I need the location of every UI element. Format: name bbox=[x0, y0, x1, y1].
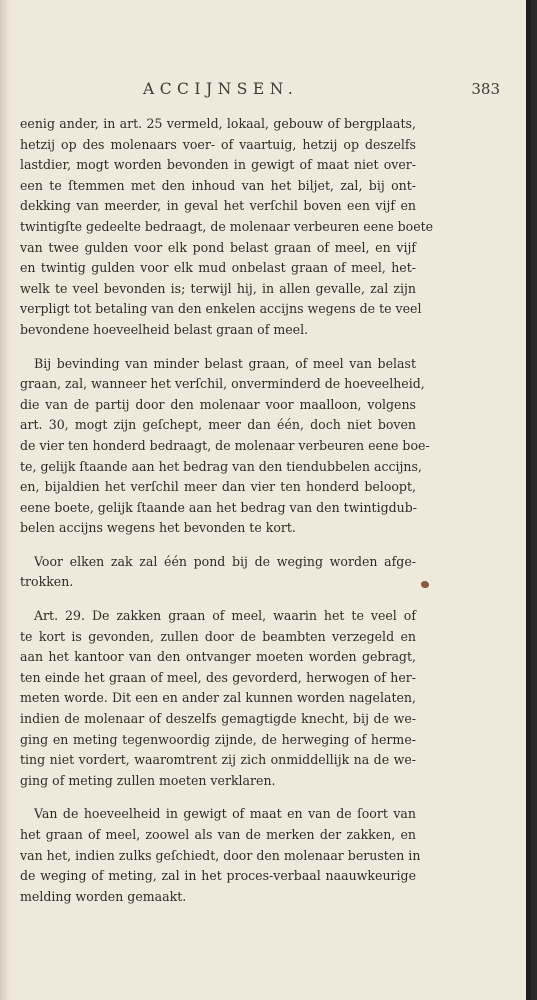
text-line: en, bijaldien het verſchil meer dan vier ten honderd beloopt, bbox=[20, 479, 416, 495]
text-line: en twintig gulden voor elk mud onbelast graan of meel, het- bbox=[20, 260, 416, 276]
paragraph-2 bbox=[20, 354, 430, 539]
text-line: meten worde. Dit een en ander zal kunnen worden nagelaten, bbox=[20, 690, 416, 706]
text-line: trokken. bbox=[20, 574, 74, 590]
text-line: twintigſte gedeelte bedraagt, de molenaar verbeuren eene boete bbox=[20, 218, 434, 234]
text-line: de weging of meting, zal in het proces-verbaal naauwkeurige bbox=[20, 868, 416, 884]
text-line: melding worden gemaakt. bbox=[20, 888, 187, 904]
text-line: lastdier, mogt worden bevonden in gewigt of maat niet over- bbox=[20, 157, 416, 173]
paragraph-5 bbox=[20, 804, 421, 907]
text-line: aan het kantoor van den ontvanger moeten worden gebragt, bbox=[20, 649, 416, 665]
page-header bbox=[143, 80, 518, 104]
text-line: graan, zal, wanneer het verſchil, onverminderd de hoeveelheid, bbox=[20, 376, 425, 392]
text-line: art. 30, mogt zijn geſchept, meer dan één, doch niet boven bbox=[20, 417, 416, 433]
paragraph-3 bbox=[20, 552, 416, 593]
text-line: te kort is gevonden, zullen door de beambten verzegeld en bbox=[20, 628, 416, 644]
text-line: hetzij op des molenaars voer- of vaartuig, hetzij op deszelfs bbox=[20, 136, 416, 152]
text-line: dekking van meerder, in geval het verſchil boven een vijf en bbox=[20, 198, 416, 214]
text-line: eenig ander, in art. 25 vermeld, lokaal, gebouw of bergplaats, bbox=[20, 116, 416, 131]
text-line: verpligt tot betaling van den enkelen accijns wegens de te veel bbox=[20, 301, 422, 317]
text-line: Van de hoeveelheid in gewigt of maat en van de ſoort van bbox=[34, 806, 416, 822]
text-line: het graan of meel, zoowel als van de merken der zakken, en bbox=[20, 827, 416, 842]
paragraph-4 bbox=[20, 606, 416, 791]
text-line: ging en meting tegenwoordig zijnde, de herweging of herme- bbox=[20, 731, 416, 747]
text-line: te, gelijk ſtaande aan het bedrag van den tiendubbelen accijns, bbox=[20, 458, 422, 474]
text-line: welk te veel bevonden is; terwijl hij, in allen gevalle, zal zijn bbox=[20, 280, 416, 296]
page-gutter-edge bbox=[0, 0, 10, 1000]
ink-stain bbox=[421, 581, 429, 588]
text-line: eene boete, gelijk ſtaande aan het bedrag van den twintigdub- bbox=[20, 499, 417, 515]
text-line: belen accijns wegens het bevonden te kort. bbox=[20, 520, 296, 536]
text-line: Bij bevinding van minder belast graan, of meel van belast bbox=[34, 355, 416, 371]
page-number: 383 bbox=[471, 80, 500, 98]
text-line: indien de molenaar of deszelfs gemagtigde knecht, bij de we- bbox=[20, 711, 416, 727]
text-line: bevondene hoeveelheid belast graan of meel. bbox=[20, 321, 309, 337]
text-line: de vier ten honderd bedraagt, de molenaar verbeuren eene boe- bbox=[20, 437, 430, 453]
paragraph-1 bbox=[20, 114, 434, 341]
text-line: Art. 29. De zakken graan of meel, waarin het te veel of bbox=[34, 608, 416, 624]
text-line: ging of meting zullen moeten verklaren. bbox=[20, 772, 276, 788]
text-line: ten einde het graan of meel, des gevorderd, herwogen of her- bbox=[20, 669, 416, 685]
text-line: die van de partij door den molenaar voor maalloon, volgens bbox=[20, 396, 416, 412]
text-line: van twee gulden voor elk pond belast graan of meel, en vijf bbox=[20, 239, 416, 255]
running-title: ACCIJNSEN. bbox=[143, 80, 299, 98]
text-line: Voor elken zak zal één pond bij de weging worden afge- bbox=[34, 553, 416, 569]
body-text bbox=[20, 114, 434, 920]
text-line: een te ſtemmen met den inhoud van het biljet, zal, bij ont- bbox=[20, 177, 416, 193]
text-line: van het, indien zulks geſchiedt, door den molenaar berusten in bbox=[20, 847, 421, 863]
text-line: ting niet vordert, waaromtrent zij zich onmiddellijk na de we- bbox=[20, 752, 416, 768]
